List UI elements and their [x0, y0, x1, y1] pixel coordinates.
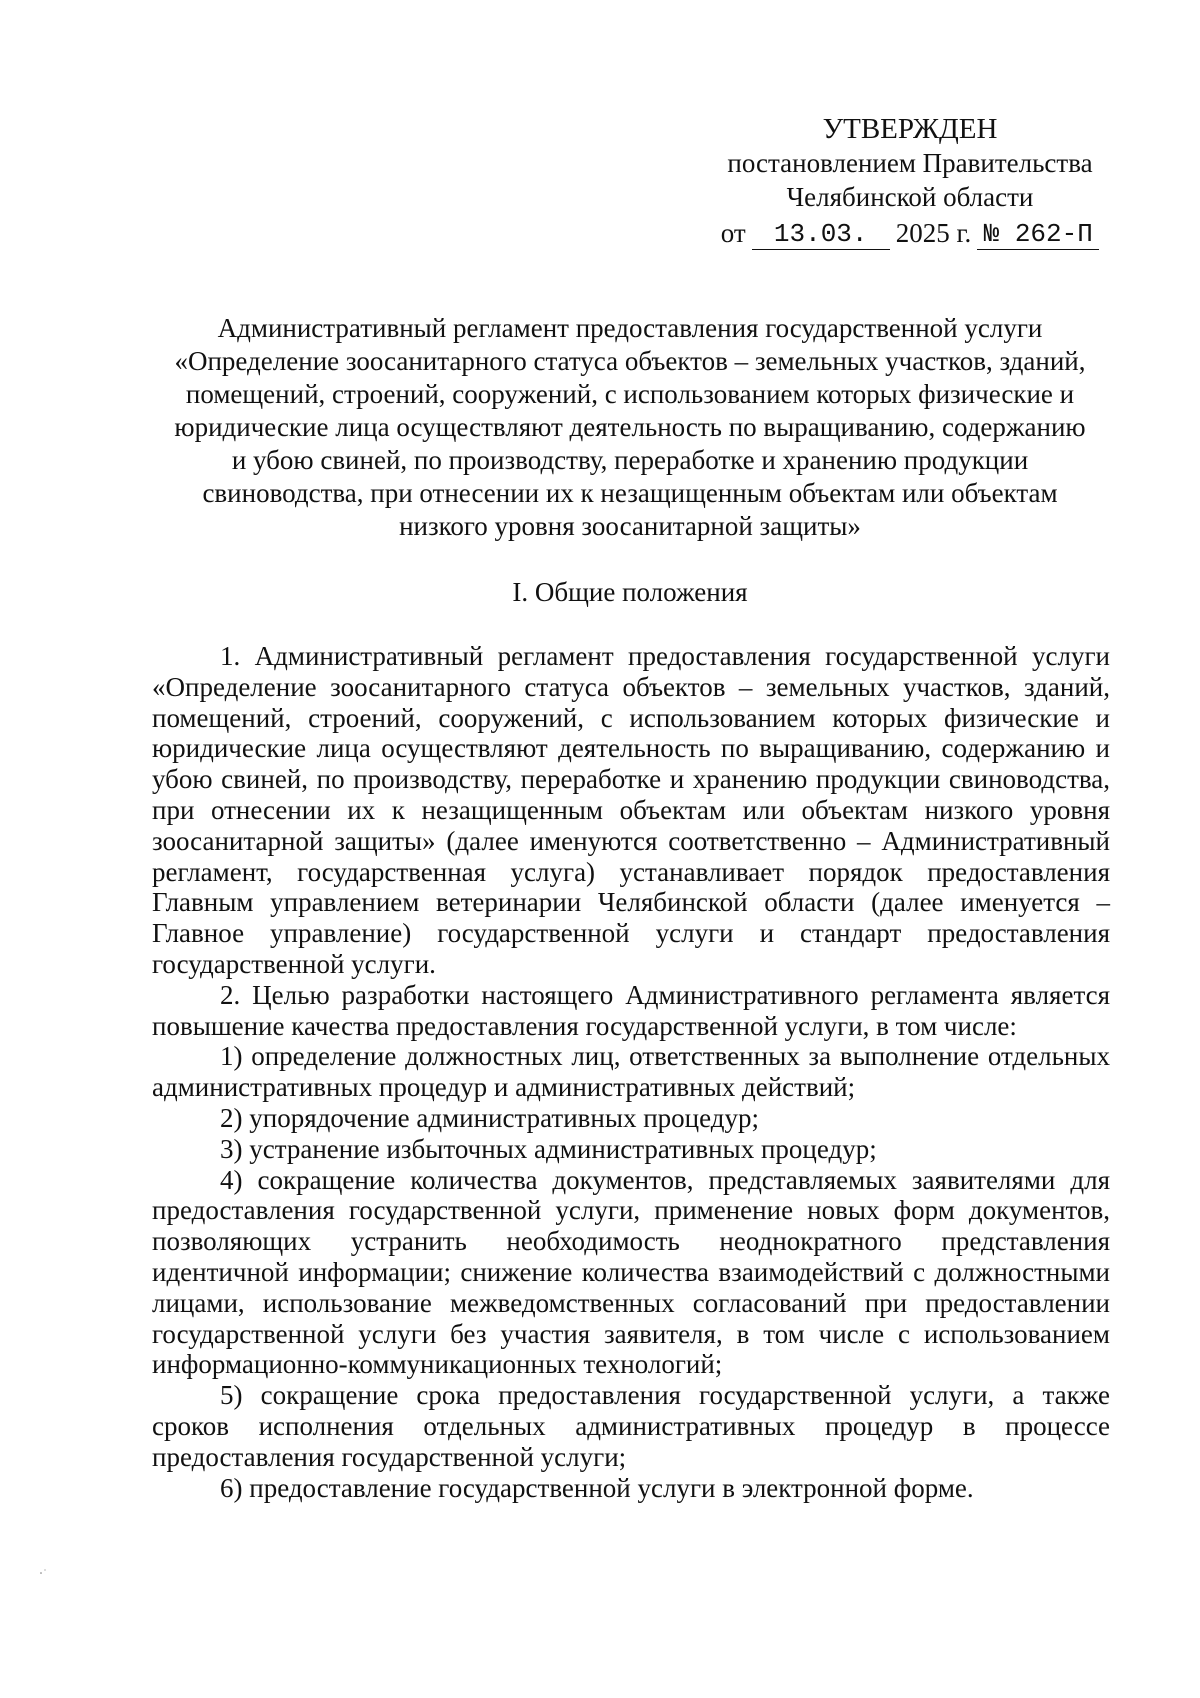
approval-line-2: Челябинской области [786, 182, 1034, 212]
scan-speck [38, 1567, 48, 1577]
paragraph: 1. Административный регламент предоставления государственной услуги «Определение зоосанитарного статуса объектов – земельных участков, зданий, помещений, строений, сооружений, с использованием которых физические и юридические лица осуществляют деятельность по выращиванию, содержанию и убою свиней, по производству, переработке и хранению продукции свиноводства, при отнесении их к незащищенным объектам или объектам низкого уровня зоосанитарной защиты» (далее именуются соответственно – Административный регламент, государственная услуга) устанавливает порядок предоставления Главным управлением ветеринарии Челябинской области (далее именуется – Главное управление) государственной услуги и стандарт предоставления государственной услуги. [152, 641, 1110, 979]
approval-stamp [710, 112, 1110, 250]
approval-line-1: постановлением Правительства [727, 148, 1093, 178]
list-item: 4) сокращение количества документов, представляемых заявителями для предоставления государственной услуги, применение новых форм документов, позволяющих устранить необходимость неоднократного представления идентичной информации; снижение количества взаимодействий с должностными лицами, использование межведомственных согласований при предоставлении государственной услуги без участия заявителя, в том числе с использованием информационно-коммуникационных технологий; [152, 1164, 1110, 1380]
title-line: Административный регламент предоставления государственной услуги [217, 313, 1043, 343]
list-item: 2) упорядочение административных процедур; [220, 1102, 759, 1133]
approval-from-label: от [720, 218, 746, 248]
paragraph: 2. Целью разработки настоящего Административного регламента является повышение качества предоставления государственной услуги, в том числе: [152, 979, 1110, 1041]
title-line: «Определение зоосанитарного статуса объектов – земельных участков, зданий, [174, 346, 1086, 376]
title-line: свиноводства, при отнесении их к незащищенным объектам или объектам [202, 478, 1058, 508]
title-line: низкого уровня зоосанитарной защиты» [399, 511, 861, 541]
document-title [150, 312, 1110, 543]
approval-date-line [710, 216, 1110, 250]
list-item: 1) определение должностных лиц, ответственных за выполнение отдельных административных процедур и административных действий; [152, 1041, 1110, 1103]
approval-year: 2025 г. [895, 218, 972, 248]
list-item: 3) устранение избыточных административных процедур; [220, 1133, 877, 1164]
title-line: помещений, строений, сооружений, с использованием которых физические и [185, 379, 1075, 409]
approval-date: 13.03. [752, 219, 890, 250]
section-heading: I. Общие положения [512, 577, 748, 607]
title-line: юридические лица осуществляют деятельность по выращиванию, содержанию [174, 412, 1086, 442]
list-item: 5) сокращение срока предоставления государственной услуги, а также сроков исполнения отдельных административных процедур в процессе предоставления государственной услуги; [152, 1380, 1110, 1472]
document-body [152, 641, 1110, 1503]
approval-heading: УТВЕРЖДЕН [822, 113, 998, 145]
title-line: и убою свиней, по производству, переработке и хранению продукции [231, 445, 1029, 475]
approval-number: № 262-П [977, 219, 1099, 250]
list-item: 6) предоставление государственной услуги в электронной форме. [220, 1472, 974, 1503]
